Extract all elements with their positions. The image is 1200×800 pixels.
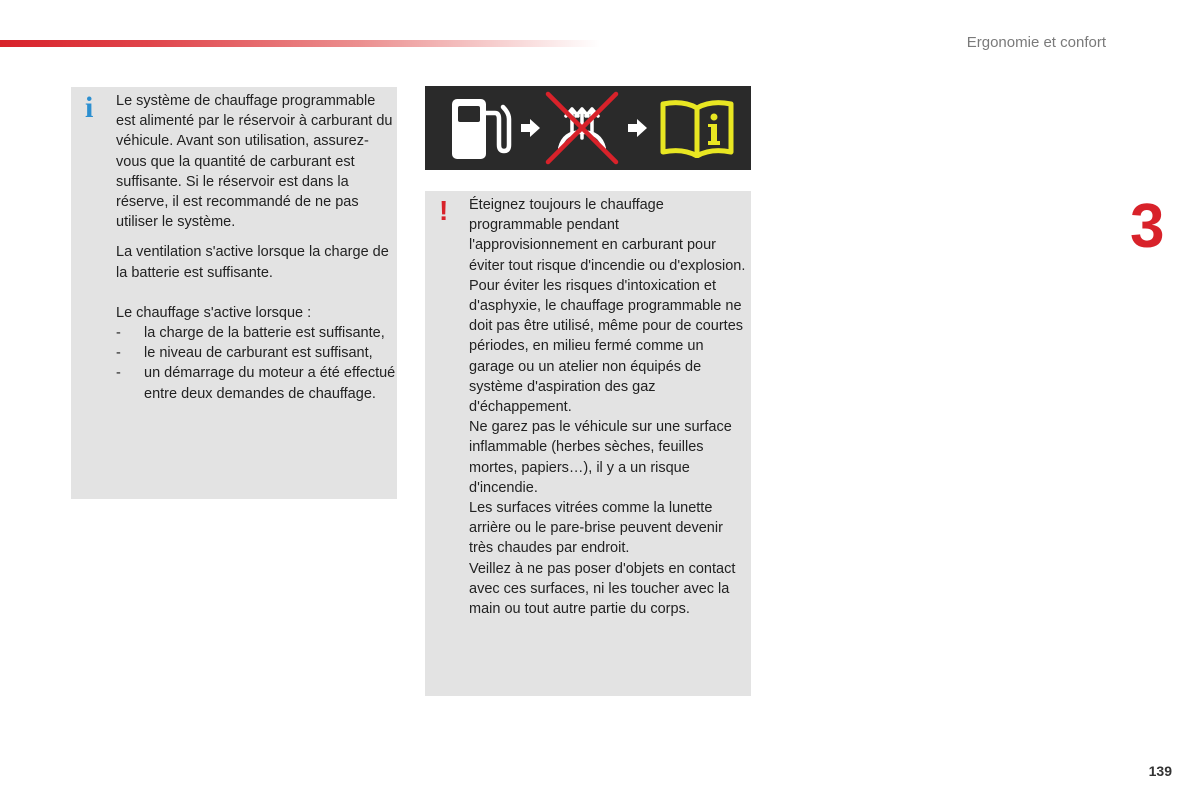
- list-item: [116, 343, 396, 363]
- header-accent-bar: [0, 40, 600, 47]
- list-item: [116, 363, 396, 403]
- info-icon: i: [85, 91, 94, 124]
- crossed-out-heater-icon: [542, 90, 622, 166]
- warning-paragraph: Ne garez pas le véhicule sur une surface inflammable (herbes sèches, feuilles mortes, papiers…), il y a un risque d'incendie.: [469, 419, 732, 496]
- conditions-list: [116, 323, 396, 404]
- info-paragraph: Le système de chauffage programmable est alimenté par le réservoir à carburant du véhicule. Avant son utilisation, assurez-vous que la quantité de carburant est suffisante. Si le réservoir est dans la réserve, il est recommandé de ne pas utiliser le système.: [116, 93, 393, 231]
- list-item: [116, 323, 396, 343]
- list-item-text: le niveau de carburant est suffisant,: [144, 345, 373, 362]
- manual-book-icon: [659, 98, 735, 158]
- pictogram-banner: [425, 86, 751, 170]
- list-item-text: la charge de la batterie est suffisante,: [144, 325, 385, 342]
- info-content: [116, 91, 396, 404]
- arrow-right-icon: [521, 118, 541, 138]
- chapter-number: 3: [1130, 192, 1165, 261]
- fuel-pump-icon: [449, 93, 515, 163]
- arrow-right-icon: [628, 118, 648, 138]
- warning-paragraph: Pour éviter les risques d'intoxication et d'asphyxie, le chauffage programmable ne doit pas être utilisé, même pour de courtes périodes, en milieu fermé comme un garage ou un atelier non équipés de système d'aspiration des gaz d'échappement.: [469, 277, 744, 416]
- section-title: Ergonomie et confort: [966, 34, 1106, 51]
- warning-content: [469, 195, 751, 619]
- warning-box: [425, 191, 751, 696]
- bullet-dash: -: [116, 325, 121, 342]
- exclamation-icon: !: [439, 195, 449, 226]
- warning-paragraph: Veillez à ne pas poser d'objets en contact avec ces surfaces, ni les toucher avec la main ou tout autre partie du corps.: [469, 560, 736, 618]
- list-item-text: un démarrage du moteur a été effectué entre deux demandes de chauffage.: [144, 365, 396, 402]
- bullet-dash: -: [116, 365, 121, 382]
- warning-paragraph: Éteignez toujours le chauffage programmable pendant l'approvisionnement en carburant pour éviter tout risque d'incendie ou d'explosion.: [469, 197, 746, 274]
- info-paragraph: La ventilation s'active lorsque la charge de la batterie est suffisante.: [116, 244, 389, 281]
- info-paragraph: Le chauffage s'active lorsque :: [116, 304, 312, 321]
- page-number: 139: [1148, 763, 1172, 779]
- info-box: [71, 87, 397, 499]
- warning-paragraph: Les surfaces vitrées comme la lunette arrière ou le pare-brise peuvent devenir très chaudes par endroit.: [469, 500, 723, 557]
- bullet-dash: -: [116, 345, 121, 362]
